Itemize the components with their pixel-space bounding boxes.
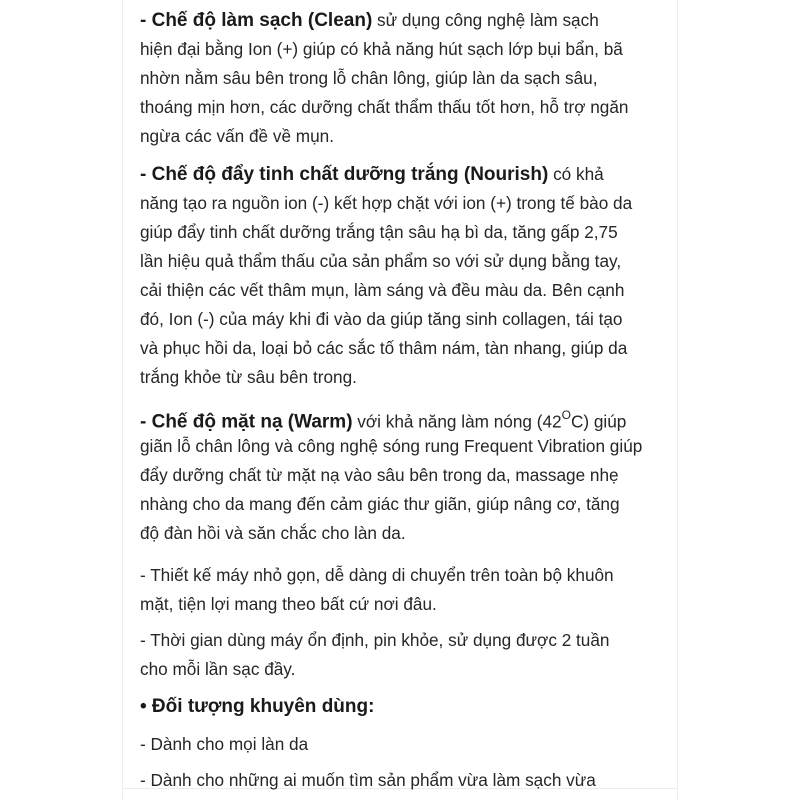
design-paragraph: - Thiết kế máy nhỏ gọn, dễ dàng di chuyển trên toàn bộ khuôn mặt, tiện lợi mang theo bất cứ nơi đâu.	[140, 565, 614, 614]
audience-item-2: - Dành cho những ai muốn tìm sản phẩm vừa làm sạch vừa	[140, 770, 596, 790]
clean-mode-paragraph: - Chế độ làm sạch (Clean) sử dụng công nghệ làm sạch hiện đại bằng Ion (+) giúp có khả năng hút sạch lớp bụi bẩn, bã nhờn nằm sâu bên trong lỗ chân lông, giúp làn da sạch sâu, thoáng mịn hơn, các dưỡng chất thẩm thấu tốt hơn, hỗ trợ ngăn ngừa các vấn đề về mụn.	[140, 6, 660, 151]
nourish-title: - Chế độ đẩy tinh chất dưỡng trắng (Nourish)	[140, 164, 549, 185]
audience-item-1: - Dành cho mọi làn da	[140, 734, 309, 754]
nourish-mode-paragraph: - Chế độ đẩy tinh chất dưỡng trắng (Nourish) có khả năng tạo ra nguồn ion (-) kết hợp chặt với ion (+) trong tế bào da giúp đẩy tinh chất dưỡng trắng tận sâu hạ bì da, tăng gấp 2,75 lần hiệu quả thẩm thấu của sản phẩm so với sử dụng bằng tay, cải thiện các vết thâm mụn, làm sáng và đều màu da. Bên cạnh đó, Ion (-) của máy khi đi vào da giúp tăng sinh collagen, tái tạo và phục hồi da, loại bỏ các sắc tố thâm nám, tàn nhang, giúp da trắng khỏe từ sâu bên trong.	[140, 160, 660, 392]
degree-sup: O	[561, 408, 571, 422]
battery-paragraph: - Thời gian dùng máy ổn định, pin khỏe, sử dụng được 2 tuần cho mỗi lần sạc đầy.	[140, 630, 610, 679]
warm-title: - Chế độ mặt nạ (Warm)	[140, 411, 353, 433]
clean-line-1: - Chế độ làm sạch (Clean) sử dụng công nghệ làm sạch	[140, 10, 599, 31]
left-border	[122, 0, 123, 800]
warm-line-1: - Chế độ mặt nạ (Warm) với khả năng làm nóng $(42^OC)$ giúp	[140, 408, 627, 433]
audience-heading: • Đối tượng khuyên dùng:	[140, 696, 375, 717]
nourish-line-1: - Chế độ đẩy tinh chất dưỡng trắng (Nourish) có khả	[140, 164, 604, 185]
clean-title: - Chế độ làm sạch (Clean)	[140, 10, 373, 31]
right-border	[677, 0, 678, 800]
warm-mode-paragraph: - Chế độ mặt nạ (Warm) với khả năng làm nóng $(42^OC)$ giúp giãn lỗ chân lông và công nghệ sóng rung Frequent Vibration giúp đẩy dưỡng chất từ mặt nạ vào sâu bên trong da, massage nhẹ nhàng cho da mang đến cảm giác thư giãn, giúp nâng cơ, tăng độ đàn hồi và săn chắc cho làn da.	[140, 403, 660, 548]
audience-heading-block	[140, 692, 660, 721]
